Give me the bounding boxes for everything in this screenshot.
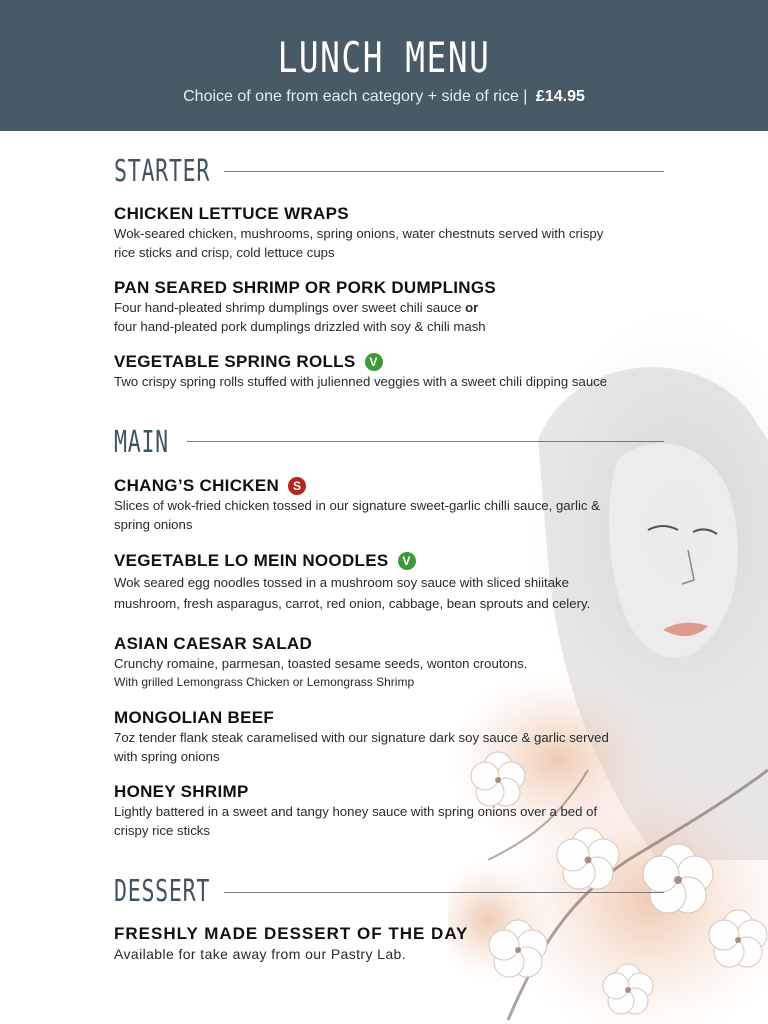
menu-item bbox=[114, 633, 674, 691]
item-name: CHICKEN LETTUCE WRAPS bbox=[114, 204, 349, 223]
menu-item bbox=[114, 475, 674, 534]
item-name bbox=[114, 475, 674, 497]
section-title-starter: STARTER bbox=[114, 154, 211, 189]
menu-header bbox=[0, 0, 768, 131]
spicy-badge-icon: S bbox=[288, 477, 306, 495]
item-name-text: CHANG’S CHICKEN bbox=[114, 476, 280, 495]
item-description bbox=[114, 373, 674, 392]
item-description bbox=[114, 299, 674, 336]
menu-subtitle bbox=[0, 88, 768, 106]
item-description-line: Lightly battered in a sweet and tangy honey sauce with spring onions over a bed of bbox=[114, 804, 598, 819]
item-description bbox=[114, 497, 674, 534]
item-description-line bbox=[114, 299, 674, 318]
item-description-line: with spring onions bbox=[114, 748, 220, 764]
subtitle-text: Choice of one from each category + side of rice | bbox=[183, 88, 528, 105]
item-description-text: Four hand-pleated shrimp dumplings over sweet chili sauce bbox=[114, 300, 462, 315]
section-divider bbox=[187, 441, 664, 442]
menu-item bbox=[114, 781, 674, 840]
item-description bbox=[114, 572, 674, 614]
item-name-text: VEGETABLE LO MEIN NOODLES bbox=[114, 551, 389, 570]
menu-price: £14.95 bbox=[535, 88, 585, 105]
item-name-text: VEGETABLE SPRING ROLLS bbox=[114, 352, 356, 371]
item-description-line: mushroom, fresh asparagus, carrot, red onion, cabbage, bean sprouts and celery. bbox=[114, 596, 591, 611]
item-description-line: Available for take away from our Pastry Lab. bbox=[114, 946, 407, 962]
item-note: With grilled Lemongrass Chicken or Lemongrass Shrimp bbox=[114, 674, 415, 689]
item-name: ASIAN CAESAR SALAD bbox=[114, 634, 313, 653]
item-description-line: rice sticks and crisp, cold lettuce cups bbox=[114, 244, 335, 260]
item-description-line: Wok-seared chicken, mushrooms, spring onions, water chestnuts served with crispy bbox=[114, 226, 604, 241]
item-description-line: 7oz tender flank steak caramelised with our signature dark soy sauce & garlic served bbox=[114, 730, 609, 745]
menu-item bbox=[114, 277, 674, 336]
item-description bbox=[114, 729, 674, 766]
menu-item bbox=[114, 203, 674, 262]
page-title: LUNCH MENU bbox=[277, 33, 491, 82]
vegetarian-badge-icon: V bbox=[398, 552, 416, 570]
menu-item bbox=[114, 550, 674, 614]
item-name bbox=[114, 550, 674, 572]
item-name: MONGOLIAN BEEF bbox=[114, 708, 275, 727]
item-description bbox=[114, 225, 674, 262]
section-title-main: MAIN bbox=[114, 425, 169, 460]
section-divider bbox=[224, 171, 664, 172]
item-description-line: crispy rice sticks bbox=[114, 822, 210, 838]
item-description-line: Two crispy spring rolls stuffed with julienned veggies with a sweet chili dipping sauce bbox=[114, 374, 608, 389]
menu-item bbox=[114, 923, 674, 964]
item-description bbox=[114, 655, 674, 674]
menu-item bbox=[114, 351, 674, 392]
item-description bbox=[114, 945, 674, 964]
section-title-dessert: DESSERT bbox=[114, 874, 211, 909]
item-name bbox=[114, 351, 674, 373]
item-description bbox=[114, 803, 674, 840]
item-description-emphasis: or bbox=[465, 300, 479, 315]
menu-item bbox=[114, 707, 674, 766]
item-name: PAN SEARED SHRIMP OR PORK DUMPLINGS bbox=[114, 278, 497, 297]
vegetarian-badge-icon: V bbox=[365, 353, 383, 371]
item-description-line: four hand-pleated pork dumplings drizzled with soy & chili mash bbox=[114, 318, 486, 334]
item-description-line: spring onions bbox=[114, 516, 193, 532]
item-name: HONEY SHRIMP bbox=[114, 782, 249, 801]
section-divider bbox=[224, 892, 664, 893]
item-description-line: Wok seared egg noodles tossed in a mushroom soy sauce with sliced shiitake bbox=[114, 575, 569, 590]
item-description-line: Crunchy romaine, parmesan, toasted sesame seeds, wonton croutons. bbox=[114, 656, 528, 671]
item-name: FRESHLY MADE DESSERT OF THE DAY bbox=[114, 924, 469, 943]
item-description-line: Slices of wok-fried chicken tossed in our signature sweet-garlic chilli sauce, garlic & bbox=[114, 498, 600, 513]
